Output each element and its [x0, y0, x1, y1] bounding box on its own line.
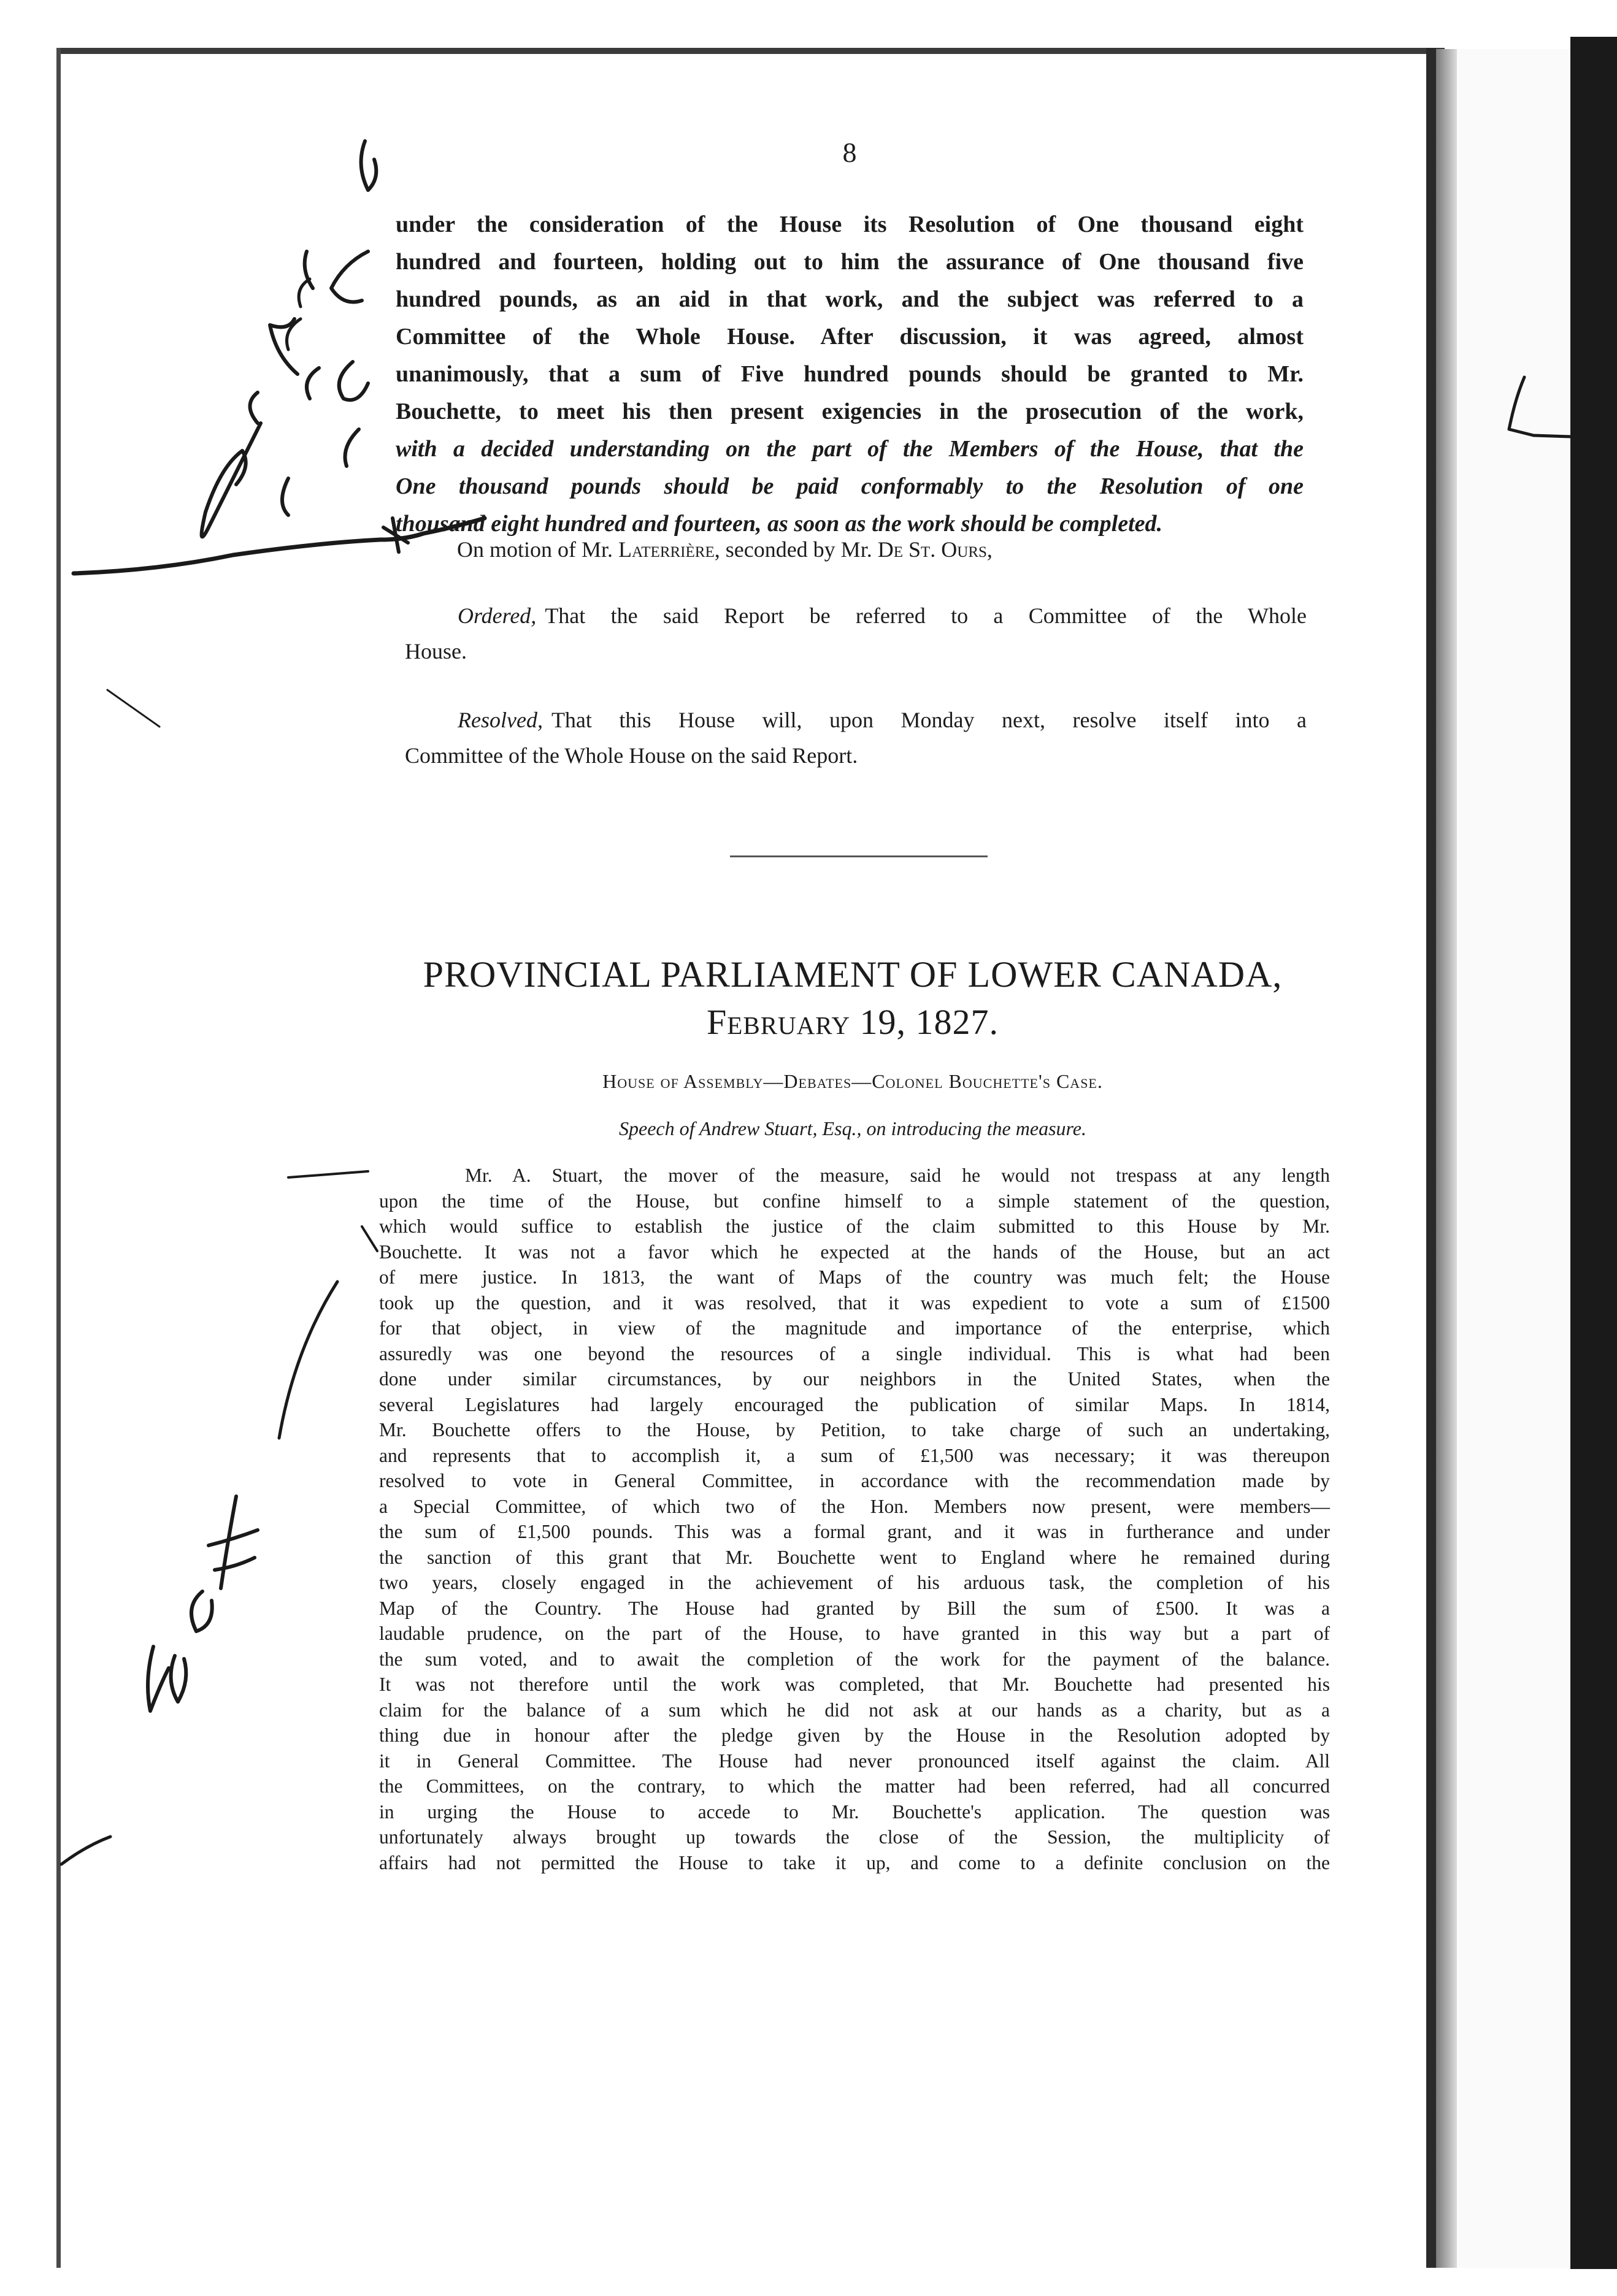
- pen-tick-4: [279, 1282, 337, 1438]
- report-line: unanimously, that a sum of Five hundred pounds should be granted to Mr.: [396, 361, 1304, 387]
- pen-tick-5: [61, 1837, 110, 1864]
- speech-line: a Special Committee, of which two of the Hon. Members now present, were members—: [379, 1495, 1330, 1517]
- pen-tick-2: [288, 1171, 368, 1177]
- resolved-lead: Resolved,: [458, 708, 543, 732]
- speech-line: It was not therefore until the work was completed, that Mr. Bouchette had presented his: [379, 1674, 1330, 1695]
- speech-line: Mr. Bouchette offers to the House, by Petition, to take charge of such an undertaking,: [379, 1419, 1330, 1441]
- speech-line: for that object, in view of the magnitude and importance of the enterprise, which: [379, 1317, 1330, 1339]
- speech-line: the sum of £1,500 pounds. This was a formal grant, and it was in furtherance and under: [379, 1521, 1330, 1542]
- ordered-text-1: That the said Report be referred to a Committee of the Whole: [545, 603, 1307, 628]
- motion-prefix: On motion of Mr.: [457, 537, 613, 562]
- resolved-text-1: That this House will, upon Monday next, resolve itself into a: [551, 708, 1307, 732]
- report-line: thousand eight hundred and fourteen, as soon as the work should be completed.: [396, 511, 1162, 537]
- motion-middle: , seconded by Mr.: [714, 537, 872, 562]
- report-line: Bouchette, to meet his then present exigencies in the prosecution of the work,: [396, 399, 1304, 424]
- handwritten-note-app-e: [202, 141, 377, 537]
- handwritten-note-app-f: [148, 1496, 258, 1711]
- report-line: hundred pounds, as an aid in that work, and the subject was referred to a: [396, 286, 1304, 312]
- speech-line: Mr. A. Stuart, the mover of the measure, said he would not trespass at any length: [465, 1165, 1330, 1186]
- report-line: with a decided understanding on the part of the Members of the House, that the: [396, 436, 1304, 462]
- report-line: Committee of the Whole House. After discussion, it was agreed, almost: [396, 324, 1304, 350]
- resolved-text-2: Committee of the Whole House on the said Report.: [405, 743, 858, 768]
- speech-line: upon the time of the House, but confine himself to a simple statement of the question,: [379, 1190, 1330, 1212]
- speech-line: the Committees, on the contrary, to which the matter had been referred, had all concurred: [379, 1775, 1330, 1797]
- speech-line: laudable prudence, on the part of the House, to have granted in this way but a part of: [379, 1623, 1330, 1644]
- speech-line: done under similar circumstances, by our neighbors in the United States, when the: [379, 1368, 1330, 1390]
- handwritten-note-concluded: [287, 279, 310, 350]
- speech-line: thing due in honour after the pledge given by the House in the Resolution adopted by: [379, 1724, 1330, 1746]
- speech-line: unfortunately always brought up towards the close of the Session, the multiplicity of: [379, 1826, 1330, 1848]
- speech-line: Map of the Country. The House had granted by Bill the sum of £500. It was a: [379, 1597, 1330, 1619]
- speech-line: Bouchette. It was not a favor which he expected at the hands of the House, but an act: [379, 1241, 1330, 1263]
- report-line: under the consideration of the House its Resolution of One thousand eight: [396, 212, 1304, 237]
- speech-line: the sanction of this grant that Mr. Bouchette went to England where he remained during: [379, 1546, 1330, 1568]
- report-line: One thousand pounds should be paid conformably to the Resolution of one: [396, 473, 1304, 499]
- speech-line: claim for the balance of a sum which he did not ask at our hands as a charity, but as a: [379, 1699, 1330, 1721]
- ordered-lead: Ordered,: [458, 603, 537, 628]
- speech-line: assuredly was one beyond the resources of a single individual. This is what had been: [379, 1342, 1330, 1364]
- motion-mover: Laterrière: [618, 537, 715, 562]
- pen-tick-1: [107, 690, 159, 727]
- speech-line: of mere justice. In 1813, the want of Maps of the country was much felt; the House: [379, 1266, 1330, 1288]
- report-line: hundred and fourteen, holding out to him the assurance of One thousand five: [396, 249, 1304, 275]
- speech-line: resolved to vote in General Committee, in accordance with the recommendation made by: [379, 1470, 1330, 1491]
- motion-seconder: De St. Ours: [877, 537, 987, 562]
- page-number: 8: [842, 137, 857, 168]
- speech-line: took up the question, and it was resolved, that it was expedient to vote a sum of £1500: [379, 1292, 1330, 1314]
- speech-line: two years, closely engaged in the achievement of his arduous task, the completion of his: [379, 1572, 1330, 1593]
- pen-stroke-divider: [74, 518, 485, 573]
- speech-line: the sum voted, and to await the completion of the work for the payment of the balance.: [379, 1648, 1330, 1670]
- speech-line: several Legislatures had largely encouraged the publication of similar Maps. In 1814,: [379, 1393, 1330, 1415]
- motion-suffix: ,: [986, 537, 993, 562]
- headline: PROVINCIAL PARLIAMENT OF LOWER CANADA,: [423, 954, 1283, 995]
- pen-tick-3: [362, 1226, 377, 1251]
- speech-title: Speech of Andrew Stuart, Esq., on introducing the measure.: [619, 1117, 1086, 1139]
- speech-line: and represents that to accomplish it, a sum of £1,500 was necessary; it was thereupon: [379, 1444, 1330, 1466]
- speech-line: in urging the House to accede to Mr. Bouchette's application. The question was: [379, 1800, 1330, 1823]
- facing-page-mark: [1509, 377, 1570, 437]
- speech-line: it in General Committee. The House had never pronounced itself against the claim. All: [379, 1750, 1330, 1772]
- pen-cross-mark: [383, 518, 408, 552]
- subheading: House of Assembly—Debates—Colonel Bouchette's Case.: [602, 1070, 1103, 1092]
- speech-line: which would suffice to establish the justice of the claim submitted to this House by Mr.: [379, 1215, 1330, 1237]
- speech-line: affairs had not permitted the House to take it up, and come to a definite conclusion on the: [379, 1851, 1330, 1873]
- dateline: February 19, 1827.: [707, 1002, 999, 1042]
- ordered-text-2: House.: [405, 639, 467, 664]
